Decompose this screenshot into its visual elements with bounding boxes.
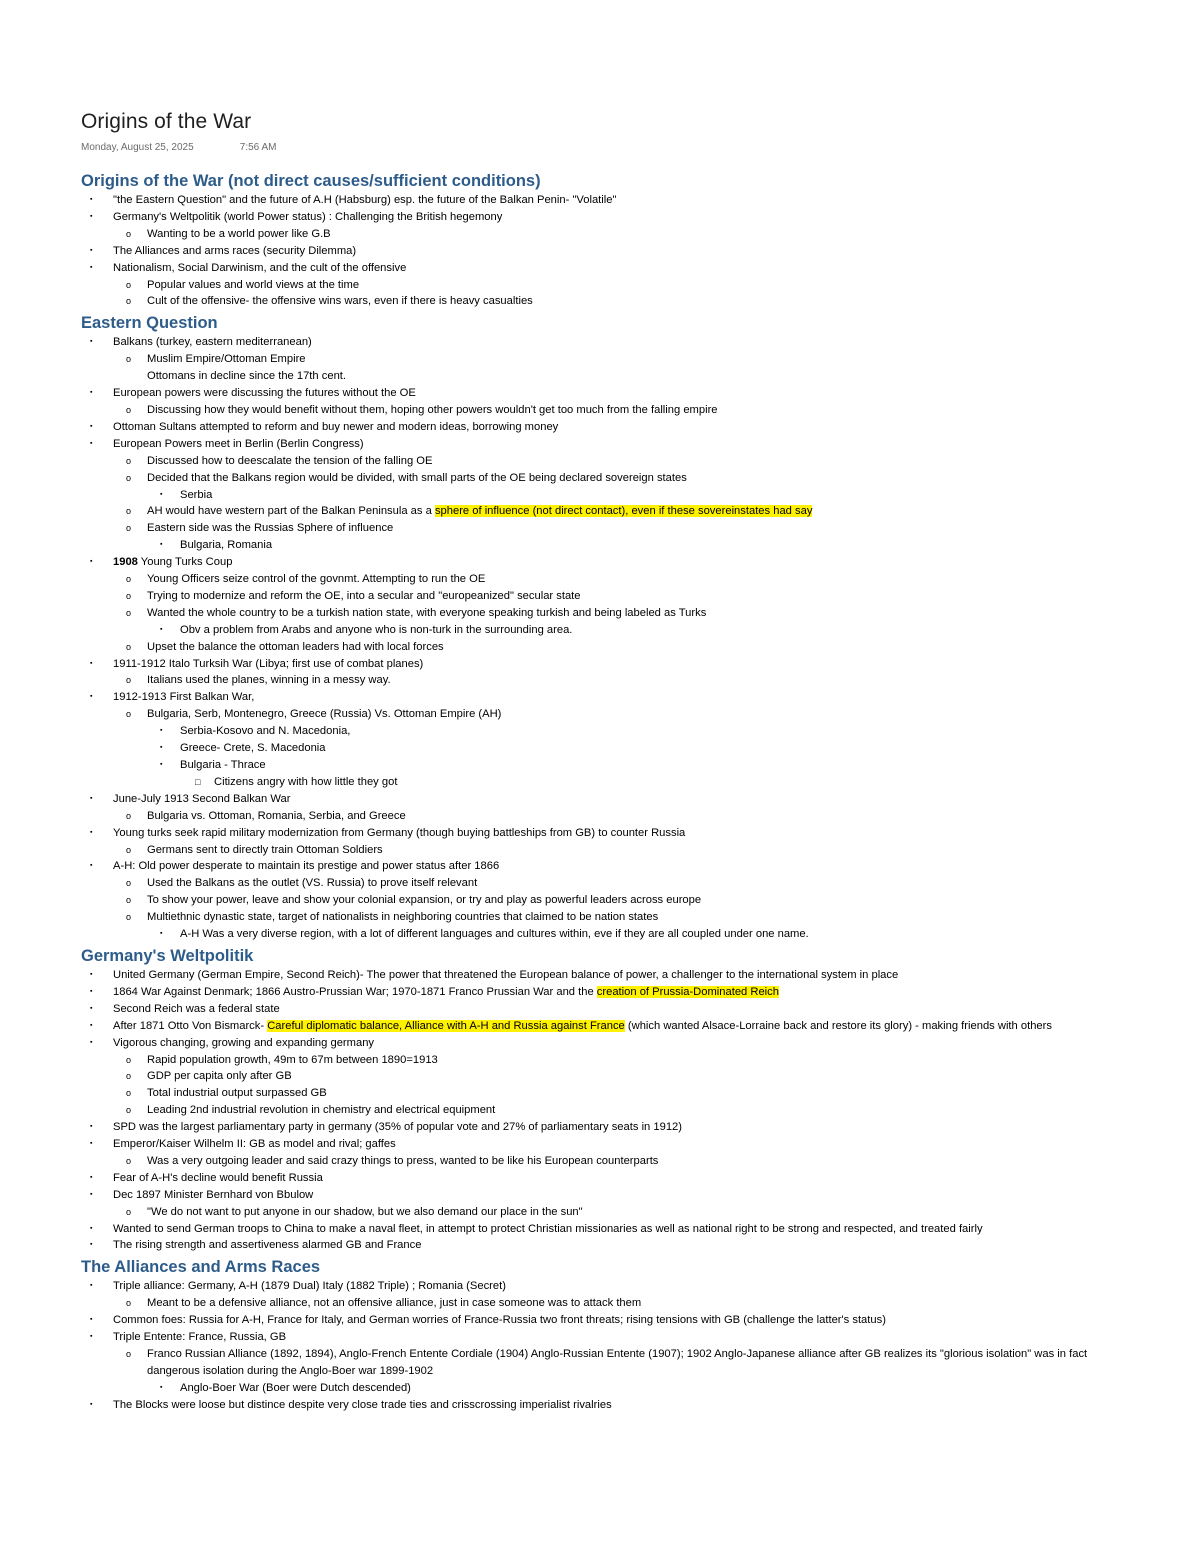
bullet-circle-icon: o [126, 1054, 132, 1065]
list-item[interactable]: ▪ Greece- Crete, S. Macedonia [81, 740, 1141, 757]
bullet-square-icon: ▪ [90, 1400, 93, 1408]
list-item[interactable]: o Wanting to be a world power like G.B [81, 226, 1141, 243]
list-item[interactable]: o To show your power, leave and show your colonial expansion, or try and play as powerful leaders across europe [81, 892, 1141, 909]
bullet-circle-icon: o [126, 1088, 132, 1099]
bullet-circle-icon: o [126, 607, 132, 618]
bullet-circle-icon: o [126, 1155, 132, 1166]
list-item[interactable]: o Was a very outgoing leader and said crazy things to press, wanted to be like his European counterparts [81, 1153, 1141, 1170]
list-item[interactable]: o Wanted the whole country to be a turkish nation state, with everyone speaking turkish and being labeled as Turks [81, 605, 1141, 622]
bullet-circle-icon: o [126, 895, 132, 906]
bullet-square-icon: ▪ [90, 212, 93, 220]
list-item[interactable]: o Discussing how they would benefit without them, hoping other powers wouldn't get too much from the falling empire [81, 402, 1141, 419]
bullet-square-icon: ▪ [90, 422, 93, 430]
list-item[interactable]: o Leading 2nd industrial revolution in chemistry and electrical equipment [81, 1102, 1141, 1119]
bullet-square-icon: ▪ [160, 541, 163, 549]
bullet-circle-icon: o [126, 878, 132, 889]
list-item[interactable]: o "We do not want to put anyone in our shadow, but we also demand our place in the sun" [81, 1204, 1141, 1221]
list-item[interactable]: ▪ 1912-1913 First Balkan War, [81, 689, 1141, 706]
list-item[interactable]: ▪ After 1871 Otto Von Bismarck- Careful diplomatic balance, Alliance with A-H and Russia against France (which wanted Alsace-Lorraine back and restore its glory) - making friends with others [81, 1018, 1141, 1035]
list-item[interactable]: o Rapid population growth, 49m to 67m between 1890=1913 [81, 1052, 1141, 1069]
section-heading-weltpolitik[interactable]: Germany's Weltpolitik [81, 946, 254, 965]
list-item[interactable]: ▪ Dec 1897 Minister Bernhard von Bbulow [81, 1187, 1141, 1204]
list-item[interactable]: o GDP per capita only after GB [81, 1068, 1141, 1085]
bullet-square-icon: ▪ [160, 930, 163, 938]
list-item[interactable]: o Used the Balkans as the outlet (VS. Russia) to prove itself relevant [81, 875, 1141, 892]
bullet-square-icon: ▪ [90, 1241, 93, 1249]
bullet-square-icon: ▪ [90, 794, 93, 802]
list-item[interactable]: ▪ Serbia [81, 487, 1141, 504]
list-item[interactable]: ▪ Fear of A-H's decline would benefit Russia [81, 1170, 1141, 1187]
bullet-square-icon: ▪ [160, 490, 163, 498]
bullet-square-icon: ▪ [160, 744, 163, 752]
list-item[interactable]: ▪ 1908 Young Turks Coup [81, 554, 1141, 571]
list-item[interactable]: ▪ The Blocks were loose but distince despite very close trade ties and crisscrossing imperialist rivalries [81, 1397, 1141, 1414]
list-item[interactable]: ▪ "the Eastern Question" and the future of A.H (Habsburg) esp. the future of the Balkan Penin- "Volatile" [81, 192, 1141, 209]
list-item[interactable]: o Franco Russian Alliance (1892, 1894), Anglo-French Entente Cordiale (1904) Anglo-Russian Entente (1907); 1902 Anglo-Japanese alliance after GB realizes its "glorious isolation" was in fact dangerous isolation during the Anglo-Boer war 1899-1902 [126, 1348, 1088, 1377]
list-item-continuation[interactable]: Ottomans in decline since the 17th cent. [147, 370, 347, 383]
bullet-circle-icon: o [126, 641, 132, 652]
bullet-circle-icon: o [126, 472, 132, 483]
bullet-circle-icon: o [126, 810, 132, 821]
bullet-square-icon: ▪ [90, 338, 93, 346]
bullet-square-icon: ▪ [90, 1316, 93, 1324]
bullet-square-icon: ▪ [90, 1190, 93, 1198]
bullet-circle-icon: o [126, 523, 132, 534]
bullet-square-icon: ▪ [160, 727, 163, 735]
page-title[interactable]: Origins of the War [81, 110, 252, 133]
list-item[interactable]: o AH would have western part of the Balkan Peninsula as a sphere of influence (not direct contact), even if these sovereinstates had say [81, 503, 1141, 520]
list-item[interactable]: ▪ Triple alliance: Germany, A-H (1879 Dual) Italy (1882 Triple) ; Romania (Secret) [81, 1278, 1141, 1295]
list-item[interactable]: o Italians used the planes, winning in a messy way. [81, 672, 1141, 689]
list-item[interactable]: ▪ The rising strength and assertiveness alarmed GB and France [81, 1237, 1141, 1254]
list-item[interactable]: ▪ Vigorous changing, growing and expanding germany [81, 1035, 1141, 1052]
bullet-square-icon: ▪ [160, 1383, 163, 1391]
list-item[interactable]: o Total industrial output surpassed GB [81, 1085, 1141, 1102]
list-item[interactable]: ▪ Obv a problem from Arabs and anyone who is non-turk in the surrounding area. [81, 622, 1141, 639]
bullet-square-icon: ▪ [90, 828, 93, 836]
list-item[interactable]: ▪ Anglo-Boer War (Boer were Dutch descended) [81, 1380, 1141, 1397]
section-list-weltpolitik [81, 967, 1141, 1254]
bullet-circle-icon: o [126, 404, 132, 415]
bullet-square-icon: ▪ [90, 693, 93, 701]
bullet-circle-icon: o [126, 844, 132, 855]
bullet-square-icon: ▪ [90, 659, 93, 667]
bullet-circle-icon: o [126, 455, 132, 466]
bullet-circle-icon: o [126, 1071, 132, 1082]
bullet-square-icon: ▪ [90, 1004, 93, 1012]
bullet-circle-icon: o [126, 574, 132, 585]
list-item[interactable]: ▪ Emperor/Kaiser Wilhelm II: GB as model and rival; gaffes [81, 1136, 1141, 1153]
list-item[interactable]: ▪ Common foes: Russia for A-H, France for Italy, and German worries of France-Russia two front threats; rising tensions with GB (challenge the latter's status) [81, 1312, 1141, 1329]
list-item[interactable]: ▪ SPD was the largest parliamentary party in germany (35% of popular vote and 27% of parliamentary seats in 1912) [81, 1119, 1141, 1136]
list-item[interactable]: ▪ 1864 War Against Denmark; 1866 Austro-Prussian War; 1970-1871 Franco Prussian War and the creation of Prussia-Dominated Reich [81, 984, 1141, 1001]
bullet-circle-icon: o [126, 675, 132, 686]
page-time: 7:56 AM [239, 142, 277, 153]
highlighted-text: sphere of influence (not direct contact), even if these sovereinstates had say [434, 505, 813, 518]
bullet-square-icon: ▪ [90, 1140, 93, 1148]
list-item[interactable]: ▪ European Powers meet in Berlin (Berlin Congress) [81, 436, 1141, 453]
bullet-square-icon: ▪ [90, 1038, 93, 1046]
section-list-origins [81, 192, 1141, 310]
bullet-square-icon: ▪ [160, 625, 163, 633]
list-item[interactable]: o Bulgaria, Serb, Montenegro, Greece (Russia) Vs. Ottoman Empire (AH) [81, 706, 1141, 723]
list-item[interactable]: ▪ Balkans (turkey, eastern mediterranean) [81, 334, 1141, 351]
bullet-square-icon: ▪ [90, 970, 93, 978]
highlighted-text: Careful diplomatic balance, Alliance with A-H and Russia against France [267, 1019, 625, 1032]
bullet-square-icon: ▪ [90, 558, 93, 566]
bullet-circle-icon: o [126, 912, 132, 923]
bullet-square-icon: ▪ [90, 196, 93, 203]
list-item[interactable]: ▪ Nationalism, Social Darwinism, and the cult of the offensive [81, 260, 1141, 277]
list-item[interactable]: o Eastern side was the Russias Sphere of influence [81, 520, 1141, 537]
bullet-hollow-square-icon: □ [195, 776, 201, 787]
list-item[interactable]: ▪ Wanted to send German troops to China to make a naval fleet, in attempt to protect Christian missionaries as well as national right to be strong and respected, and treated fairly [81, 1221, 1141, 1238]
bullet-square-icon: ▪ [90, 1173, 93, 1181]
list-item[interactable]: ▪ European powers were discussing the futures without the OE [81, 385, 1141, 402]
list-item[interactable]: ▪ Triple Entente: France, Russia, GB [81, 1329, 1141, 1346]
bullet-square-icon: ▪ [90, 1224, 93, 1232]
list-item[interactable]: o Meant to be a defensive alliance, not an offensive alliance, just in case someone was to attack them [81, 1295, 1141, 1312]
list-item[interactable]: ▪ United Germany (German Empire, Second Reich)- The power that threatened the European balance of power, a challenger to the international system in place [81, 967, 1141, 984]
list-item[interactable]: ▪ Serbia-Kosovo and N. Macedonia, [81, 723, 1141, 740]
list-item[interactable]: o Cult of the offensive- the offensive wins wars, even if there is heavy casualties [81, 293, 1141, 310]
highlighted-text: creation of Prussia-Dominated Reich [596, 985, 779, 998]
note-page [81, 108, 1141, 1414]
section-list-eastern-question [81, 334, 1141, 943]
bullet-circle-icon: o [126, 1206, 132, 1217]
list-item[interactable]: ▪ Bulgaria, Romania [81, 537, 1141, 554]
bullet-circle-icon: o [126, 506, 132, 517]
list-item[interactable]: o Muslim Empire/Ottoman Empire [81, 351, 1141, 368]
bullet-circle-icon: o [126, 1349, 132, 1359]
bullet-circle-icon: o [126, 709, 132, 720]
list-item[interactable]: o Decided that the Balkans region would be divided, with small parts of the OE being declared sovereign states [81, 470, 1141, 487]
bullet-circle-icon: o [126, 1298, 132, 1309]
bullet-square-icon: ▪ [90, 1282, 93, 1290]
section-heading-alliances[interactable]: The Alliances and Arms Races [81, 1258, 321, 1277]
bullet-circle-icon: o [126, 354, 132, 365]
list-item[interactable]: ▪ A-H: Old power desperate to maintain its prestige and power status after 1866 [81, 858, 1141, 875]
bullet-square-icon: ▪ [90, 862, 93, 870]
bullet-square-icon: ▪ [90, 439, 93, 447]
list-item[interactable]: o Popular values and world views at the time [81, 277, 1141, 294]
bullet-square-icon: ▪ [90, 246, 93, 254]
section-list-alliances [81, 1278, 1141, 1413]
list-item[interactable]: o Multiethnic dynastic state, target of nationalists in neighboring countries that claimed to be nation states [81, 909, 1141, 926]
bullet-circle-icon: o [126, 1105, 132, 1116]
list-item[interactable]: ▪ June-July 1913 Second Balkan War [81, 791, 1141, 808]
list-item[interactable]: o Young Officers seize control of the govnmt. Attempting to run the OE [81, 571, 1141, 588]
bullet-circle-icon: o [126, 279, 132, 290]
list-item[interactable]: □ Citizens angry with how little they got [81, 774, 1141, 791]
list-item[interactable]: ▪ 1911-1912 Italo Turksih War (Libya; first use of combat planes) [81, 656, 1141, 673]
list-item[interactable]: ▪ Young turks seek rapid military modernization from Germany (though buying battleships from GB) to counter Russia [81, 825, 1141, 842]
bullet-circle-icon: o [126, 590, 132, 601]
bullet-circle-icon: o [126, 228, 132, 239]
section-heading-origins[interactable]: Origins of the War (not direct causes/sufficient conditions) [81, 172, 541, 190]
bullet-square-icon: ▪ [90, 1123, 93, 1131]
section-heading-eastern-question[interactable]: Eastern Question [81, 314, 218, 333]
list-item[interactable]: o Bulgaria vs. Ottoman, Romania, Serbia, and Greece [81, 808, 1141, 825]
list-item[interactable]: ▪ The Alliances and arms races (security Dilemma) [81, 243, 1141, 260]
list-item[interactable]: o Trying to modernize and reform the OE, into a secular and "europeanized" secular state [81, 588, 1141, 605]
list-item[interactable]: ▪ Second Reich was a federal state [81, 1001, 1141, 1018]
bullet-square-icon: ▪ [90, 263, 93, 271]
bullet-square-icon: ▪ [90, 987, 93, 995]
list-item[interactable]: o Discussed how to deescalate the tension of the falling OE [81, 453, 1141, 470]
page-meta [81, 140, 1141, 156]
list-item[interactable]: o Germans sent to directly train Ottoman Soldiers [81, 842, 1141, 859]
list-item[interactable]: ▪ A-H Was a very diverse region, with a lot of different languages and cultures within, eve if they are all coupled under one name. [81, 926, 1141, 943]
bullet-square-icon: ▪ [90, 1021, 93, 1029]
bullet-square-icon: ▪ [160, 761, 163, 768]
list-item[interactable]: ▪ Ottoman Sultans attempted to reform and buy newer and modern ideas, borrowing money [81, 419, 1141, 436]
bullet-square-icon: ▪ [90, 1333, 93, 1341]
list-item[interactable]: o Upset the balance the ottoman leaders had with local forces [81, 639, 1141, 656]
list-item[interactable]: ▪ Germany's Weltpolitik (world Power status) : Challenging the British hegemony [81, 209, 1141, 226]
page-date: Monday, August 25, 2025 [81, 142, 194, 153]
bullet-circle-icon: o [126, 296, 132, 307]
list-item[interactable]: ▪ Bulgaria - Thrace [81, 757, 1141, 774]
bullet-square-icon: ▪ [90, 389, 93, 397]
